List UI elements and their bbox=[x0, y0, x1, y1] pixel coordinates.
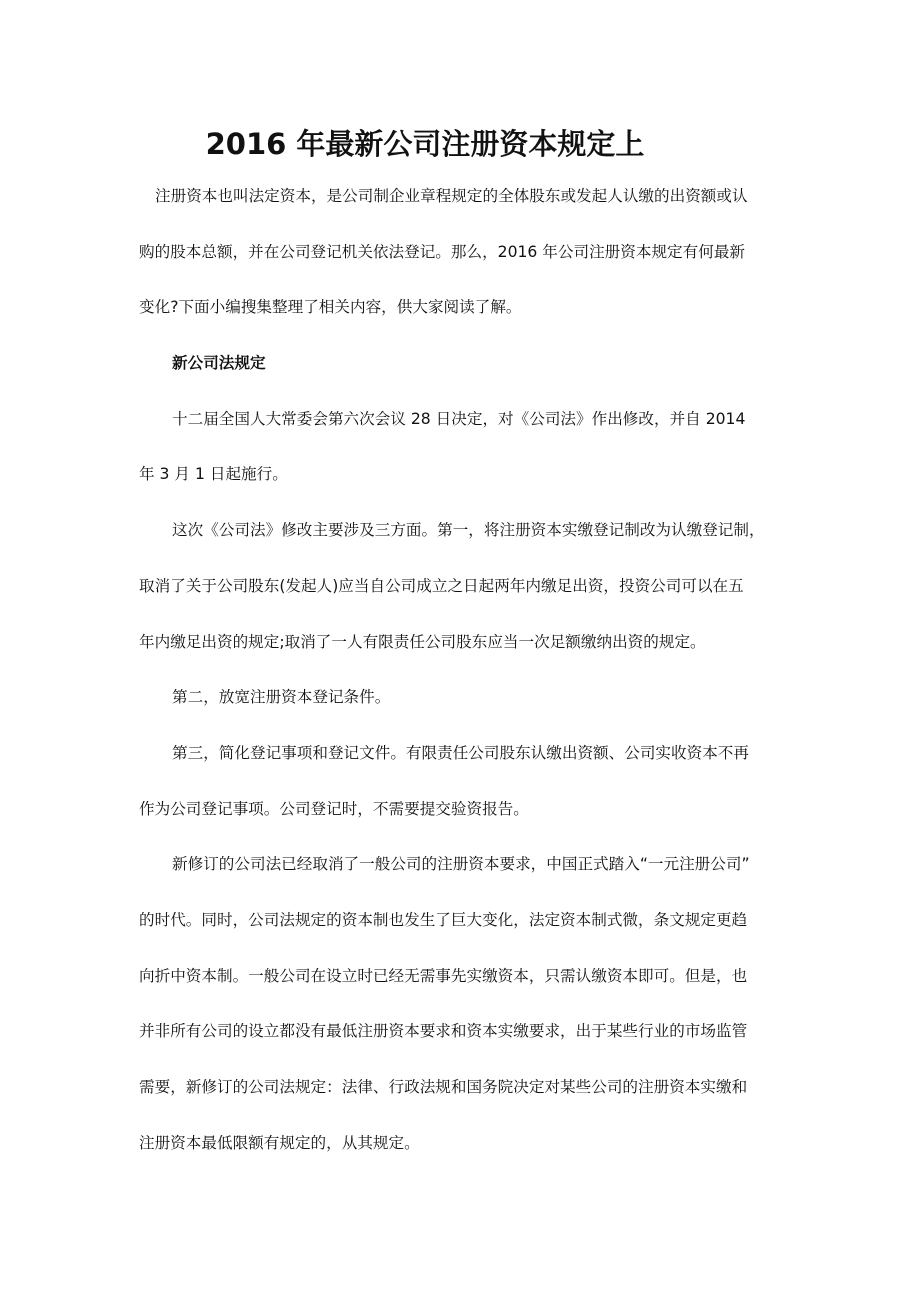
text-line: 年 3 月 1 日起施行。 bbox=[139, 465, 288, 484]
text-line: 注册资本最低限额有规定的，从其规定。 bbox=[139, 1133, 420, 1152]
text-line: 年内缴足出资的规定;取消了一人有限责任公司股东应当一次足额缴纳出资的规定。 bbox=[139, 632, 706, 651]
text-line: 并非所有公司的设立都没有最低注册资本要求和资本实缴要求，出于某些行业的市场监管 bbox=[139, 1022, 748, 1041]
document-title: 2016 年最新公司注册资本规定上 bbox=[205, 127, 645, 161]
text-line: 第三，简化登记事项和登记文件。有限责任公司股东认缴出资额、公司实收资本不再 bbox=[172, 743, 749, 762]
text-line: 的时代。同时，公司法规定的资本制也发生了巨大变化，法定资本制式微，条文规定更趋 bbox=[139, 910, 748, 929]
paragraph bbox=[139, 683, 799, 739]
text-line: 变化?下面小编搜集整理了相关内容，供大家阅读了解。 bbox=[139, 298, 522, 317]
text-line: 十二届全国人大常委会第六次会议 28 日决定，对《公司法》作出修改，并自 2014 bbox=[172, 409, 746, 428]
text-line: 新公司法规定 bbox=[172, 354, 266, 373]
paragraph bbox=[139, 739, 799, 850]
text-line: 取消了关于公司股东(发起人)应当自公司成立之日起两年内缴足出资，投资公司可以在五 bbox=[139, 576, 744, 595]
text-line: 需要，新修订的公司法规定：法律、行政法规和国务院决定对某些公司的注册资本实缴和 bbox=[139, 1078, 748, 1096]
paragraph bbox=[139, 516, 799, 683]
text-line: 新修订的公司法已经取消了一般公司的注册资本要求，中国正式踏入“一元注册公司” bbox=[172, 855, 750, 874]
text-line: 注册资本也叫法定资本，是公司制企业章程规定的全体股东或发起人认缴的出资额或认 bbox=[155, 187, 748, 205]
text-line: 购的股本总额，并在公司登记机关依法登记。那么，2016 年公司注册资本规定有何最新 bbox=[139, 242, 746, 261]
text-line: 这次《公司法》修改主要涉及三方面。第一，将注册资本实缴登记制改为认缴登记制， bbox=[172, 521, 765, 540]
paragraph bbox=[139, 850, 799, 1184]
text-line: 作为公司登记事项。公司登记时，不需要提交验资报告。 bbox=[139, 799, 529, 818]
section-heading bbox=[139, 349, 799, 405]
paragraph bbox=[139, 405, 799, 516]
document-body bbox=[139, 182, 799, 1184]
paragraph bbox=[139, 182, 799, 349]
text-line: 向折中资本制。一般公司在设立时已经无需事先实缴资本，只需认缴资本即可。但是，也 bbox=[139, 966, 748, 985]
text-line: 第二，放宽注册资本登记条件。 bbox=[172, 688, 391, 707]
